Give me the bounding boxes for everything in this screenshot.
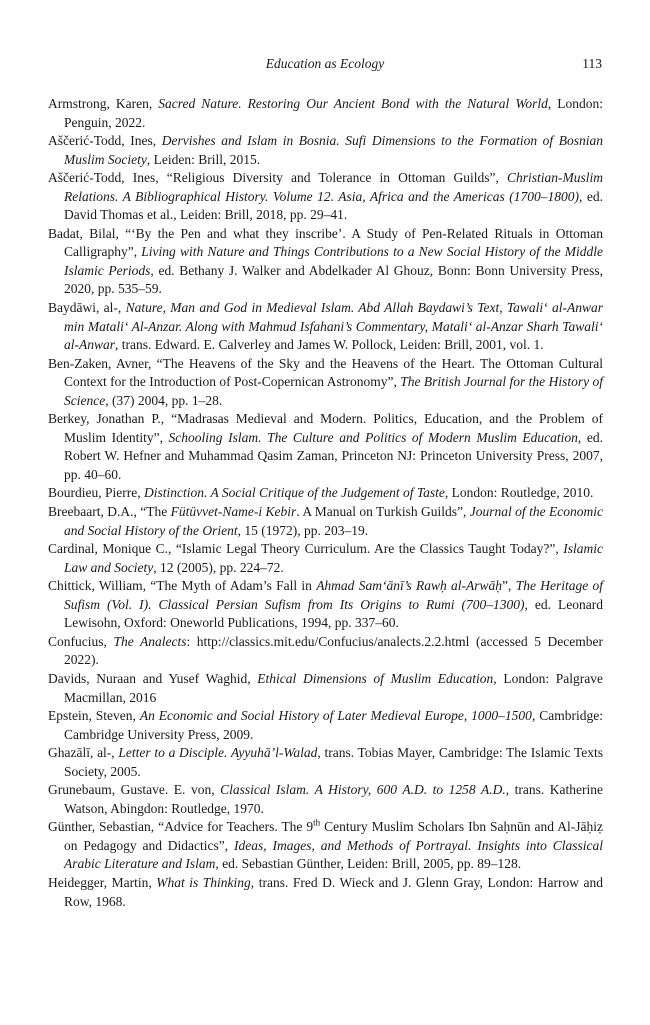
bib-title-text: Ideas, Images, and Methods of Portrayal. Insights into Classical Arabic Literature and Islam bbox=[64, 837, 603, 872]
bib-entry-berkey bbox=[48, 410, 603, 484]
bib-title-text: Ahmad Sam‘ānī’s Rawḥ al-Arwāḥ bbox=[316, 578, 503, 594]
bib-title-text: The Analects bbox=[113, 633, 187, 649]
bib-text: , London: Palgrave Macmillan, 2016 bbox=[64, 670, 604, 705]
bib-text: : http://classics.mit.edu/Confucius/analects.2.2.html (accessed 5 December 2022). bbox=[64, 633, 604, 668]
bib-text: , trans. Tobias Mayer, Cambridge: The Islamic Texts Society, 2005. bbox=[64, 745, 604, 779]
bib-title-text: The British Journal for the History of Science bbox=[64, 374, 604, 408]
bib-text: , ed. Bethany J. Walker and Abdelkader Al Ghouz, Bonn: Bonn University Press, 2020, pp. 535–59. bbox=[64, 262, 603, 297]
bib-text: Davids, Nuraan and Yusef Waghid, bbox=[48, 670, 258, 686]
bib-entry-ghazali bbox=[48, 744, 603, 781]
bib-text: Century Muslim Scholars Ibn Saḥnūn and Al-Jāḥiẓ on Pedagogy and Didactics”, bbox=[64, 819, 603, 853]
bib-entry-gunther bbox=[48, 818, 603, 874]
bib-text: Berkey, Jonathan P., “Madrasas Medieval and Modern. Politics, Education, and the Problem of Muslim Identity”, bbox=[48, 411, 603, 445]
bib-entry-asceric-1 bbox=[48, 132, 603, 169]
bib-entry-armstrong bbox=[48, 95, 603, 132]
bib-title-text: An Economic and Social History of Later Medieval Europe, 1000–1500 bbox=[139, 708, 532, 724]
bib-text: , trans. Fred D. Wieck and J. Glenn Gray, London: Harrow and Row, 1968. bbox=[64, 874, 603, 909]
bib-entry-chittick bbox=[48, 577, 603, 633]
bib-title-text: Sacred Nature. Restoring Our Ancient Bond with the Natural World bbox=[158, 96, 548, 111]
bib-text: , trans. Edward. E. Calverley and James W. Pollock, Leiden: Brill, 2001, vol. 1. bbox=[115, 337, 544, 353]
bib-text: , ed. David Thomas et al., Leiden: Brill, 2018, pp. 29–41. bbox=[64, 188, 603, 223]
bib-text: . A Manual on Turkish Guilds”, bbox=[296, 504, 470, 520]
bib-text: th bbox=[313, 817, 321, 828]
bib-text: Confucius, bbox=[48, 633, 114, 649]
bib-title-text: The Heritage of Sufism (Vol. I). Classical Persian Sufism from Its Origins to Rumi (700–1300) bbox=[64, 578, 603, 612]
bib-text: Ghazālī, al-, bbox=[48, 745, 119, 761]
bib-entry-confucius bbox=[48, 633, 603, 670]
running-title: Education as Ecology bbox=[265, 56, 385, 71]
bib-text: Baydāwi, al-, bbox=[48, 300, 126, 316]
bib-text: , London: Penguin, 2022. bbox=[64, 96, 604, 130]
bib-entry-baydawi bbox=[48, 299, 603, 355]
bibliography-list bbox=[48, 95, 603, 911]
bib-title-text: Letter to a Disciple. Ayyuhā’l-Walad bbox=[118, 745, 318, 761]
bib-text: Chittick, William, “The Myth of Adam’s Fall in bbox=[48, 578, 317, 594]
bib-title-text: Living with Nature and Things Contributions to a New Social History of the Middle Islamic Periods bbox=[64, 244, 603, 278]
running-head bbox=[0, 56, 650, 76]
bib-text: Armstrong, Karen, bbox=[48, 96, 159, 111]
bib-text: , ed. Sebastian Günther, Leiden: Brill, 2005, pp. 89–128. bbox=[215, 856, 522, 872]
bib-entry-cardinal bbox=[48, 540, 603, 577]
bib-text: , (37) 2004, pp. 1–28. bbox=[105, 392, 223, 408]
bib-title-text: Christian-Muslim Relations. A Bibliographical History. Volume 12. Asia, Africa and the Americas (1700–1800) bbox=[64, 170, 603, 204]
bib-text: Günther, Sebastian, “Advice for Teachers. The 9 bbox=[48, 819, 314, 835]
bib-text: , Cambridge: Cambridge University Press, 2009. bbox=[64, 708, 603, 742]
bib-text: Breebaart, D.A., “The bbox=[48, 504, 171, 520]
bib-entry-breebaart bbox=[48, 503, 603, 540]
bib-title-text: Ethical Dimensions of Muslim Education bbox=[257, 670, 494, 686]
bib-title-text: Schooling Islam. The Culture and Politics of Modern Muslim Education bbox=[168, 429, 578, 445]
bib-text: Badat, Bilal, “‘By the Pen and what they inscribe’. A Study of Pen-Related Rituals in Ottoman Calligraphy”, bbox=[48, 225, 603, 260]
bib-title-text: Islamic Law and Society bbox=[64, 541, 603, 575]
bib-entry-bourdieu bbox=[48, 484, 603, 503]
bib-title-text: Distinction. A Social Critique of the Judgement of Taste bbox=[143, 485, 445, 501]
bib-title-text: Journal of the Economic and Social History of the Orient bbox=[64, 504, 603, 538]
bib-text: , ed. Leonard Lewisohn, Oxford: Oneworld Publications, 1994, pp. 337–60. bbox=[64, 596, 604, 631]
bib-text: , ed. Robert W. Hefner and Muhammad Qasim Zaman, Princeton NJ: Princeton University Press, 2007, pp. 40–60. bbox=[64, 429, 603, 482]
page-number: 113 bbox=[582, 56, 602, 71]
bib-text: , 15 (1972), pp. 203–19. bbox=[237, 522, 369, 538]
bib-text: , 12 (2005), pp. 224–72. bbox=[153, 559, 284, 575]
bib-text: , trans. Katherine Watson, Abingdon: Routledge, 1970. bbox=[64, 782, 603, 816]
bib-text: , Leiden: Brill, 2015. bbox=[146, 151, 261, 167]
bib-entry-ben-zaken bbox=[48, 355, 603, 411]
bib-entry-davids bbox=[48, 670, 603, 707]
bib-title-text: Fütüvvet-Name-i Kebir bbox=[170, 504, 297, 520]
bib-text: Ben-Zaken, Avner, “The Heavens of the Sky and the Heavens of the Heart. The Ottoman Cultural Context for the Introduction of Post-Copernican Astronomy”, bbox=[48, 355, 603, 390]
bib-text: Bourdieu, Pierre, bbox=[48, 485, 144, 501]
bib-entry-asceric-2 bbox=[48, 169, 603, 225]
bib-text: Cardinal, Monique C., “Islamic Legal Theory Curriculum. Are the Classics Taught Today?”, bbox=[48, 541, 564, 557]
bib-text: , London: Routledge, 2010. bbox=[444, 485, 594, 501]
bib-text: Epstein, Steven, bbox=[48, 708, 140, 724]
bib-entry-badat bbox=[48, 225, 603, 299]
bib-text: ”, bbox=[502, 578, 516, 594]
bib-title-text: Classical Islam. A History, 600 A.D. to 1258 A.D. bbox=[220, 782, 506, 798]
bib-text: Aščerić-Todd, Ines, “Religious Diversity and Tolerance in Ottoman Guilds”, bbox=[48, 170, 507, 186]
bib-text: Grunebaum, Gustave. E. von, bbox=[48, 782, 221, 798]
bib-entry-grunebaum bbox=[48, 781, 603, 818]
bib-text: Aščerić-Todd, Ines, bbox=[48, 133, 162, 149]
bib-title-text: What is Thinking bbox=[156, 874, 251, 890]
bib-title-text: Dervishes and Islam in Bosnia. Sufi Dimensions to the Formation of Bosnian Muslim Society bbox=[64, 133, 604, 167]
bib-entry-heidegger bbox=[48, 874, 603, 911]
bib-text: Heidegger, Martin, bbox=[48, 874, 157, 890]
bib-entry-epstein bbox=[48, 707, 603, 744]
bib-title-text: Nature, Man and God in Medieval Islam. Abd Allah Baydawi’s Text, Tawali‘ al-Anwar min Matali‘ Al-Anzar. Along with Mahmud Isfahani’s Commentary, Matali‘ al-Anzar Sharh Tawali‘ al-Anwar bbox=[64, 300, 603, 353]
